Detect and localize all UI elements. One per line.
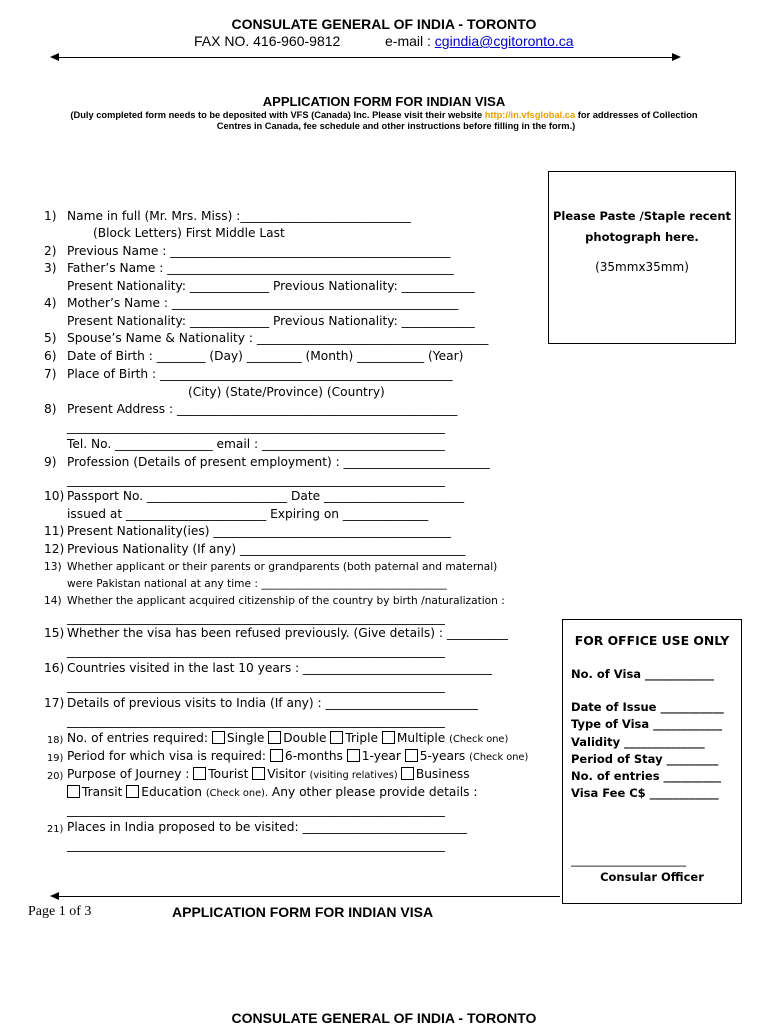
entries-label: No. of entries required: bbox=[67, 731, 212, 745]
page-number: Page 1 of 3 bbox=[28, 904, 92, 919]
purpose-visitor-checkbox[interactable] bbox=[252, 767, 265, 780]
profession-line[interactable]: ______________________________________________________________ bbox=[67, 473, 445, 487]
present-address-line[interactable]: ______________________________________________________________ bbox=[67, 420, 445, 434]
purpose-label: Purpose of Journey : bbox=[67, 767, 194, 781]
office-no-visa[interactable]: No. of Visa ____________ bbox=[571, 667, 715, 681]
photo-box[interactable] bbox=[548, 171, 736, 344]
visa-period-row bbox=[67, 749, 528, 765]
purpose-tourist-label: Tourist bbox=[208, 767, 253, 781]
visa-refused-field[interactable]: Whether the visa has been refused previously. (Give details) : __________ bbox=[67, 626, 508, 640]
purpose-visitor-label: Visitor bbox=[267, 767, 310, 781]
field-6-number: 6) bbox=[44, 349, 57, 363]
mother-name-field[interactable]: Mother’s Name : _______________________________________________ bbox=[67, 296, 459, 310]
present-nationality-field[interactable]: Present Nationality(ies) _______________________________________ bbox=[67, 524, 452, 538]
profession-field[interactable]: Profession (Details of present employment) : ________________________ bbox=[67, 455, 490, 469]
photo-size: (35mmx35mm) bbox=[595, 260, 689, 274]
office-no-entries[interactable]: No. of entries __________ bbox=[571, 769, 722, 783]
field-11-number: 11) bbox=[44, 524, 65, 538]
purpose-education-checkbox[interactable] bbox=[126, 785, 139, 798]
tel-email-field[interactable]: Tel. No. ________________ email : ______________________________ bbox=[67, 437, 445, 451]
purpose-business-label: Business bbox=[415, 767, 470, 781]
entries-triple-label: Triple bbox=[345, 731, 382, 745]
entries-double-label: Double bbox=[283, 731, 331, 745]
pakistan-answer-field[interactable]: were Pakistan national at any time : ___________________________________ bbox=[67, 578, 447, 590]
purpose-education-label: Education bbox=[141, 785, 206, 799]
period-1-year-checkbox[interactable] bbox=[347, 749, 360, 762]
period-1-year-label: 1-year bbox=[361, 749, 405, 763]
places-line[interactable]: ______________________________________________________________ bbox=[67, 838, 445, 852]
previous-visits-field[interactable]: Details of previous visits to India (If any) : _________________________ bbox=[67, 696, 478, 710]
consulate-title: CONSULATE GENERAL OF INDIA - TORONTO bbox=[231, 16, 537, 32]
entries-single-label: Single bbox=[226, 731, 269, 745]
visa-refused-line[interactable]: ______________________________________________________________ bbox=[67, 644, 445, 658]
countries-visited-line[interactable]: ______________________________________________________________ bbox=[67, 679, 445, 693]
email-line bbox=[385, 33, 574, 49]
footer-divider-arrow bbox=[52, 896, 560, 897]
period-6-months-label: 6-months bbox=[284, 749, 347, 763]
place-sublabels: (City) (State/Province) (Country) bbox=[188, 385, 385, 399]
entries-required-row bbox=[67, 731, 508, 747]
field-15-number: 15) bbox=[44, 626, 65, 640]
period-5-years-checkbox[interactable] bbox=[405, 749, 418, 762]
entries-single-checkbox[interactable] bbox=[212, 731, 225, 744]
form-title: APPLICATION FORM FOR INDIAN VISA bbox=[262, 94, 506, 109]
field-3-number: 3) bbox=[44, 261, 57, 275]
field-4-number: 4) bbox=[44, 296, 57, 310]
other-purpose-line[interactable]: ______________________________________________________________ bbox=[67, 803, 445, 817]
vfs-link[interactable]: http://in.vfsglobal.ca bbox=[484, 110, 576, 120]
previous-nationality-field[interactable]: Previous Nationality (If any) _____________________________________ bbox=[67, 542, 466, 556]
countries-visited-field[interactable]: Countries visited in the last 10 years : _______________________________ bbox=[67, 661, 492, 675]
pakistan-question: Whether applicant or their parents or grandparents (both paternal and maternal) bbox=[67, 561, 498, 573]
field-1-number: 1) bbox=[44, 209, 57, 223]
field-19-number: 19) bbox=[47, 753, 64, 764]
citizenship-question: Whether the applicant acquired citizenship of the country by birth /naturalization : bbox=[67, 595, 505, 607]
purpose-row bbox=[67, 767, 470, 783]
purpose-transit-label: Transit bbox=[82, 785, 127, 799]
field-14-number: 14) bbox=[44, 595, 62, 607]
consular-officer-label: Consular Officer bbox=[600, 870, 704, 884]
check-one-note: (Check one) bbox=[449, 734, 509, 745]
header-divider-arrow bbox=[52, 57, 679, 58]
field-2-number: 2) bbox=[44, 244, 57, 258]
visiting-relatives-note: (visiting relatives) bbox=[309, 770, 401, 781]
instructions-line2: Centres in Canada, fee schedule and other instructions before filling in the form.) bbox=[216, 121, 576, 131]
field-9-number: 9) bbox=[44, 455, 57, 469]
other-purpose-label: Any other please provide details : bbox=[268, 785, 478, 799]
entries-double-checkbox[interactable] bbox=[268, 731, 281, 744]
photo-instruction: Please Paste /Staple recent bbox=[552, 209, 732, 223]
office-signature-line[interactable]: ____________________ bbox=[571, 853, 686, 867]
field-5-number: 5) bbox=[44, 331, 57, 345]
field-13-number: 13) bbox=[44, 561, 62, 573]
previous-name-field[interactable]: Previous Name : ______________________________________________ bbox=[67, 244, 451, 258]
passport-field[interactable]: Passport No. _______________________ Date _______________________ bbox=[67, 489, 465, 503]
place-of-birth-field[interactable]: Place of Birth : ________________________________________________ bbox=[67, 367, 453, 381]
instructions-line1: (Duly completed form needs to be deposited with VFS (Canada) Inc. Please visit their website http://in.vfsglobal.ca for addresses of Collection bbox=[70, 110, 698, 120]
period-label: Period for which visa is required: bbox=[67, 749, 270, 763]
father-nationality-field[interactable]: Present Nationality: _____________ Previous Nationality: ____________ bbox=[67, 279, 475, 293]
field-17-number: 17) bbox=[44, 696, 65, 710]
entries-multiple-label: Multiple bbox=[396, 731, 450, 745]
office-visa-fee[interactable]: Visa Fee C$ ____________ bbox=[571, 786, 719, 800]
field-21-number: 21) bbox=[47, 824, 64, 835]
spouse-field[interactable]: Spouse’s Name & Nationality : ______________________________________ bbox=[67, 331, 489, 345]
period-5-years-label: 5-years bbox=[419, 749, 470, 763]
period-6-months-checkbox[interactable] bbox=[270, 749, 283, 762]
date-of-birth-field[interactable]: Date of Birth : ________ (Day) _________ (Month) ___________ (Year) bbox=[67, 349, 464, 363]
places-field[interactable]: Places in India proposed to be visited: ___________________________ bbox=[67, 820, 468, 834]
field-12-number: 12) bbox=[44, 542, 65, 556]
entries-triple-checkbox[interactable] bbox=[330, 731, 343, 744]
citizenship-answer-field[interactable]: ______________________________________________________________ bbox=[67, 611, 445, 625]
field-20-number: 20) bbox=[47, 771, 64, 782]
field-10-number: 10) bbox=[44, 489, 65, 503]
entries-multiple-checkbox[interactable] bbox=[382, 731, 395, 744]
footer-title: APPLICATION FORM FOR INDIAN VISA bbox=[172, 904, 434, 920]
purpose-row-2 bbox=[67, 785, 477, 801]
next-page-header: CONSULATE GENERAL OF INDIA - TORONTO bbox=[231, 1010, 537, 1026]
office-validity[interactable]: Validity ______________ bbox=[571, 735, 705, 749]
purpose-tourist-checkbox[interactable] bbox=[193, 767, 206, 780]
father-name-field[interactable]: Father’s Name : _______________________________________________ bbox=[67, 261, 454, 275]
purpose-transit-checkbox[interactable] bbox=[67, 785, 80, 798]
previous-visits-line[interactable]: ______________________________________________________________ bbox=[67, 714, 445, 728]
fax-number: FAX NO. 416-960-9812 bbox=[194, 33, 341, 49]
office-type-visa[interactable]: Type of Visa ____________ bbox=[571, 717, 723, 731]
photo-instruction-2: photograph here. bbox=[585, 230, 699, 244]
office-use-box bbox=[562, 619, 742, 904]
email-label: e-mail : bbox=[385, 33, 435, 49]
office-use-title: FOR OFFICE USE ONLY bbox=[574, 633, 730, 648]
name-sublabels: (Block Letters) First Middle Last bbox=[93, 226, 285, 240]
full-name-field[interactable]: Name in full (Mr. Mrs. Miss) :____________________________ bbox=[67, 209, 411, 223]
present-address-field[interactable]: Present Address : ______________________________________________ bbox=[67, 402, 458, 416]
mother-nationality-field[interactable]: Present Nationality: _____________ Previous Nationality: ____________ bbox=[67, 314, 475, 328]
check-one-note: (Check one) bbox=[469, 752, 529, 763]
field-8-number: 8) bbox=[44, 402, 57, 416]
check-one-note: (Check one). bbox=[205, 788, 269, 799]
field-16-number: 16) bbox=[44, 661, 65, 675]
passport-issued-field[interactable]: issued at _______________________ Expiring on ______________ bbox=[67, 507, 429, 521]
field-7-number: 7) bbox=[44, 367, 57, 381]
purpose-business-checkbox[interactable] bbox=[401, 767, 414, 780]
office-period-stay[interactable]: Period of Stay _________ bbox=[571, 752, 719, 766]
field-18-number: 18) bbox=[47, 735, 64, 746]
email-link[interactable]: cgindia@cgitoronto.ca bbox=[434, 33, 574, 49]
office-date-issue[interactable]: Date of Issue ___________ bbox=[571, 700, 724, 714]
